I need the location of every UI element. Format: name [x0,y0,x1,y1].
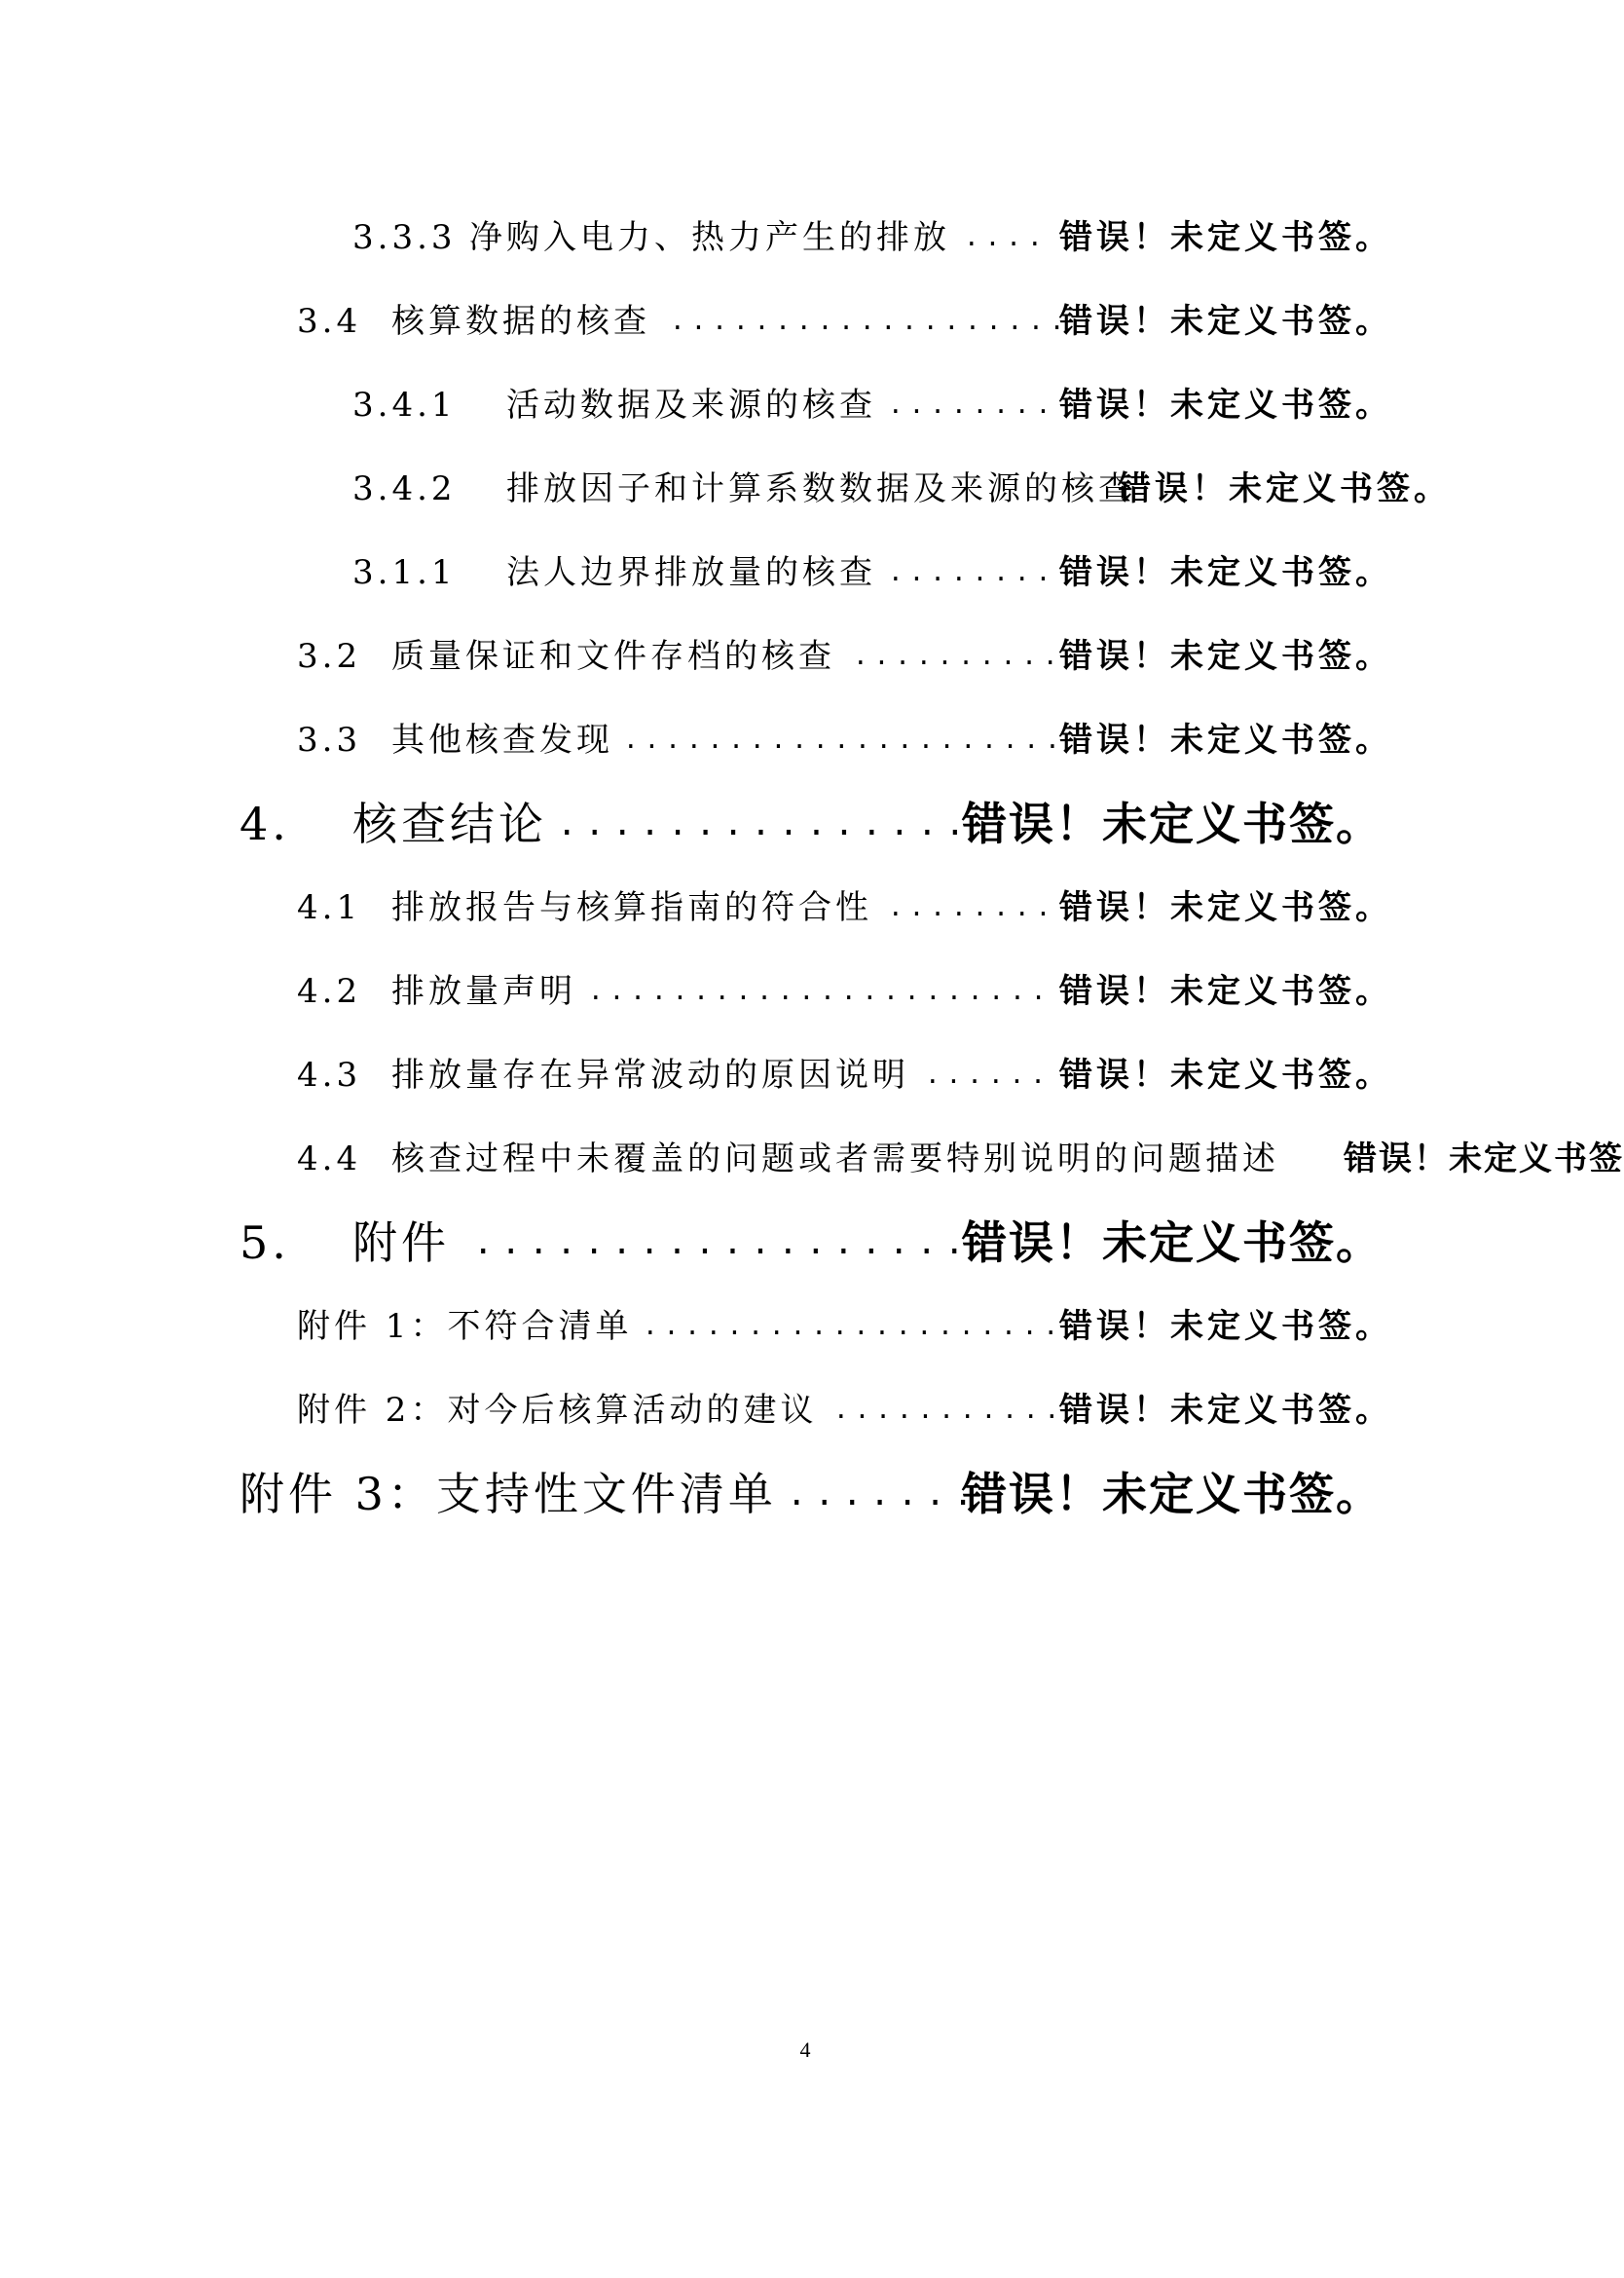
toc-leader-dots: ..................... [643,1312,1086,1341]
toc-page-ref: 错误！未定义书签。 [962,798,1383,850]
toc-page-ref: 错误！未定义书签。 [962,1216,1383,1269]
toc-page-ref: 错误！未定义书签。 [1059,888,1392,927]
toc-number: 3.2 [297,637,362,676]
toc-number: 3.3.3 [352,218,457,257]
toc-page-ref: 错误！未定义书签。 [1059,1307,1392,1346]
toc-title: 质量保证和文件存档的核查 [391,637,835,676]
toc-leader-dots: ....... [787,1475,981,1513]
toc-page-ref: 错误！未定义书签。 [1118,469,1451,508]
toc-title: 活动数据及来源的核查 [506,386,876,425]
toc-title: 其他核查发现 [391,721,613,760]
toc-title: 核查过程中未覆盖的问题或者需要特别说明的问题描述 [391,1139,1279,1178]
toc-title: 核查结论 [352,798,547,850]
toc-title: 排放报告与核算指南的符合性 [391,888,872,927]
toc-page-ref: 错误！未定义书签。 [1059,218,1392,257]
toc-page-ref: 错误！未定义书签。 [1059,972,1392,1011]
toc-title: 排放因子和计算系数数据及来源的核查 [506,469,1135,508]
toc-number: 5. [240,1216,290,1269]
toc-title: 排放量存在异常波动的原因说明 [391,1056,909,1095]
toc-leader-dots: ........ [888,558,1057,587]
toc-leader-dots: ........... [833,1396,1066,1425]
toc-page-ref: 错误！未定义书签。 [1059,386,1392,425]
toc-leader-dots: .......... [853,642,1064,671]
page-number: 4 [799,2037,811,2062]
toc-leader-dots: ...... [925,1061,1052,1090]
toc-leader-dots: ...................... [588,977,1052,1006]
toc-number: 3.3 [297,721,362,760]
toc-title: 法人边界排放量的核查 [506,553,876,592]
toc-number: 4.1 [297,888,362,927]
toc-title: 附件 1：不符合清单 [297,1307,633,1346]
toc-page-ref: 错误！未定义书签。 [1059,1056,1392,1095]
toc-number: 4. [240,798,290,850]
toc-title: 排放量声明 [391,972,576,1011]
toc-leader-dots: ........ [888,391,1057,420]
toc-number: 4.4 [297,1139,362,1178]
toc-leader-dots: ..................... [623,726,1066,755]
toc-number: 3.4.2 [352,469,457,508]
toc-page-ref: 错误！未定义书签。 [1059,553,1392,592]
toc-title: 核算数据的核查 [391,302,650,341]
toc-title: 净购入电力、热力产生的排放 [469,218,950,257]
toc-number: 3.4 [297,302,362,341]
toc-page-ref: 错误！未定义书签。 [1059,721,1392,760]
toc-page-ref: 错误！未定义书签。 [1059,302,1392,341]
toc-leader-dots: ................ [557,804,1001,843]
toc-number: 3.4.1 [352,386,457,425]
toc-number: 3.1.1 [352,553,457,592]
toc-leader-dots: ................... [473,1223,1000,1262]
toc-page-ref: 错误！未定义书签 [1344,1139,1624,1178]
toc-leader-dots: ................... [670,307,1071,336]
toc-leader-dots: ........ [888,893,1057,922]
toc-title: 附件 2：对今后核算活动的建议 [297,1391,818,1430]
toc-number: 4.2 [297,972,362,1011]
toc-number: 4.3 [297,1056,362,1095]
toc-title: 附件 3：支持性文件清单 [240,1468,777,1520]
toc-leader-dots: .... [964,223,1049,252]
toc-page-ref: 错误！未定义书签。 [1059,637,1392,676]
toc-page-ref: 错误！未定义书签。 [1059,1391,1392,1430]
toc-title: 附件 [352,1216,450,1269]
toc-page-ref: 错误！未定义书签。 [962,1468,1383,1520]
